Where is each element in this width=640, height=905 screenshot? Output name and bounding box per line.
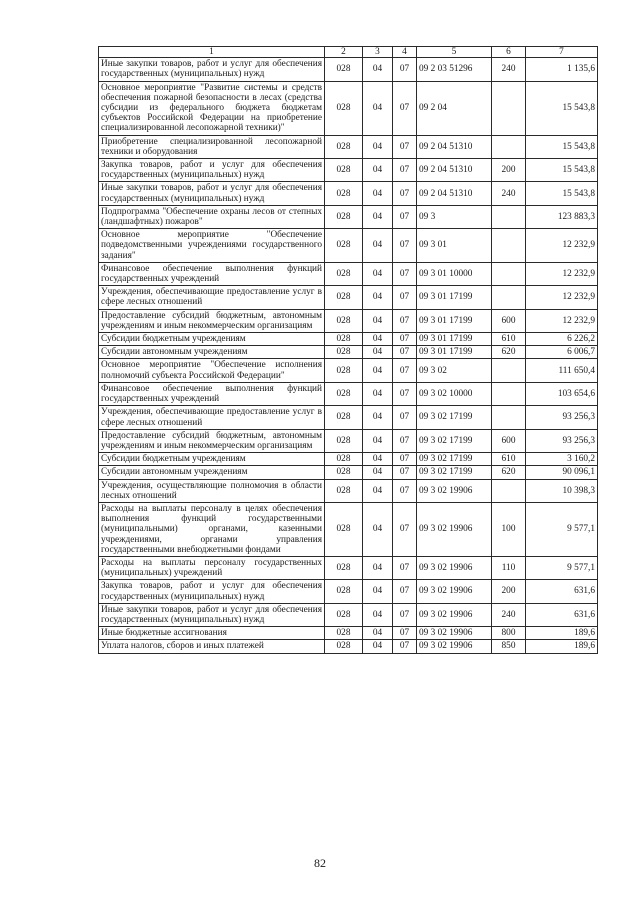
cell-name: Финансовое обеспечение выполнения функций государственных учреждений	[99, 262, 325, 285]
cell-kcsr: 09 3 02 19906	[417, 502, 492, 556]
cell-vr: 028	[325, 135, 363, 158]
cell-amount: 1 135,6	[526, 58, 598, 81]
cell-rz: 04	[363, 406, 393, 429]
cell-amount: 15 543,8	[526, 182, 598, 205]
cell-name: Субсидии автономным учреждениям	[99, 346, 325, 359]
cell-rz: 04	[363, 346, 393, 359]
cell-vr: 028	[325, 346, 363, 359]
cell-vr: 028	[325, 580, 363, 603]
cell-name: Иные бюджетные ассигнования	[99, 627, 325, 640]
cell-kvr: 620	[492, 466, 526, 479]
table-row	[99, 603, 598, 626]
cell-kcsr: 09 2 03 51296	[417, 58, 492, 81]
cell-vr: 028	[325, 286, 363, 309]
header-cell-kvr: 6	[492, 47, 526, 58]
cell-name: Предоставление субсидий бюджетным, автономным учреждениям и иным некоммерческим организациям	[99, 429, 325, 452]
header-cell-amount: 7	[526, 47, 598, 58]
cell-rz: 04	[363, 640, 393, 653]
cell-kvr: 100	[492, 502, 526, 556]
cell-kcsr: 09 3 02 19906	[417, 556, 492, 579]
cell-kcsr: 09 3 01 17199	[417, 333, 492, 346]
cell-vr: 028	[325, 453, 363, 466]
cell-kcsr: 09 3 01 17199	[417, 286, 492, 309]
cell-vr: 028	[325, 205, 363, 228]
table-row	[99, 333, 598, 346]
cell-pr: 07	[393, 135, 417, 158]
cell-pr: 07	[393, 58, 417, 81]
table-row	[99, 580, 598, 603]
cell-kcsr: 09 3 01	[417, 229, 492, 263]
cell-name: Иные закупки товаров, работ и услуг для обеспечения государственных (муниципальных) нужд	[99, 182, 325, 205]
cell-vr: 028	[325, 640, 363, 653]
table-row	[99, 286, 598, 309]
cell-vr: 028	[325, 627, 363, 640]
cell-name: Основное мероприятие "Развитие системы и средств обеспечения пожарной безопасности в лесах (средства субсидии из федерального бюджета бюджетам субъектов Российской Федерации на приобретение специализированной лесопожарной техники)"	[99, 81, 325, 135]
cell-kvr: 620	[492, 346, 526, 359]
cell-kvr	[492, 229, 526, 263]
cell-vr: 028	[325, 333, 363, 346]
cell-kcsr: 09 3 02 17199	[417, 406, 492, 429]
cell-pr: 07	[393, 286, 417, 309]
cell-pr: 07	[393, 580, 417, 603]
cell-vr: 028	[325, 309, 363, 332]
cell-name: Основное мероприятие "Обеспечение подведомственными учреждениями государственного задания"	[99, 229, 325, 263]
cell-amount: 93 256,3	[526, 406, 598, 429]
cell-amount: 111 650,4	[526, 359, 598, 382]
cell-kvr: 110	[492, 556, 526, 579]
cell-kcsr: 09 3 01 17199	[417, 309, 492, 332]
cell-kvr	[492, 286, 526, 309]
cell-amount: 12 232,9	[526, 262, 598, 285]
cell-kcsr: 09 2 04 51310	[417, 182, 492, 205]
cell-kvr	[492, 479, 526, 502]
cell-vr: 028	[325, 81, 363, 135]
table-body	[99, 58, 598, 653]
cell-kcsr: 09 3 02 17199	[417, 466, 492, 479]
cell-rz: 04	[363, 429, 393, 452]
cell-rz: 04	[363, 81, 393, 135]
cell-amount: 6 226,2	[526, 333, 598, 346]
cell-pr: 07	[393, 81, 417, 135]
cell-amount: 93 256,3	[526, 429, 598, 452]
table-row	[99, 479, 598, 502]
header-row	[99, 47, 598, 58]
cell-amount: 15 543,8	[526, 81, 598, 135]
cell-kcsr: 09 3 02 17199	[417, 453, 492, 466]
table-row	[99, 406, 598, 429]
table-row	[99, 627, 598, 640]
table-row	[99, 556, 598, 579]
table-row	[99, 502, 598, 556]
cell-kvr: 240	[492, 58, 526, 81]
cell-kvr	[492, 81, 526, 135]
cell-rz: 04	[363, 502, 393, 556]
cell-kvr: 240	[492, 603, 526, 626]
cell-pr: 07	[393, 229, 417, 263]
header-cell-pr: 4	[393, 47, 417, 58]
cell-rz: 04	[363, 229, 393, 263]
cell-pr: 07	[393, 262, 417, 285]
cell-kcsr: 09 3 01 17199	[417, 346, 492, 359]
cell-rz: 04	[363, 333, 393, 346]
cell-kvr	[492, 262, 526, 285]
cell-kvr: 200	[492, 159, 526, 182]
cell-kvr: 200	[492, 580, 526, 603]
cell-vr: 028	[325, 359, 363, 382]
header-cell-name: 1	[99, 47, 325, 58]
cell-rz: 04	[363, 182, 393, 205]
cell-rz: 04	[363, 627, 393, 640]
header-cell-kcsr: 5	[417, 47, 492, 58]
cell-amount: 6 006,7	[526, 346, 598, 359]
cell-amount: 631,6	[526, 603, 598, 626]
cell-kvr: 240	[492, 182, 526, 205]
cell-pr: 07	[393, 502, 417, 556]
cell-rz: 04	[363, 466, 393, 479]
cell-amount: 15 543,8	[526, 159, 598, 182]
cell-amount: 103 654,6	[526, 382, 598, 405]
cell-kvr: 600	[492, 309, 526, 332]
cell-name: Приобретение специализированной лесопожарной техники и оборудования	[99, 135, 325, 158]
cell-rz: 04	[363, 58, 393, 81]
cell-name: Иные закупки товаров, работ и услуг для обеспечения государственных (муниципальных) нужд	[99, 603, 325, 626]
cell-name: Расходы на выплаты персоналу в целях обеспечения выполнения функций государственными (муниципальными) органами, казенными учреждениями, органами управления государственными внебюджетными фондами	[99, 502, 325, 556]
cell-vr: 028	[325, 382, 363, 405]
cell-name: Финансовое обеспечение выполнения функций государственных учреждений	[99, 382, 325, 405]
cell-pr: 07	[393, 333, 417, 346]
cell-amount: 12 232,9	[526, 309, 598, 332]
cell-vr: 028	[325, 603, 363, 626]
cell-pr: 07	[393, 182, 417, 205]
cell-pr: 07	[393, 159, 417, 182]
cell-kcsr: 09 3 02 19906	[417, 479, 492, 502]
table-row	[99, 262, 598, 285]
cell-amount: 12 232,9	[526, 229, 598, 263]
cell-rz: 04	[363, 453, 393, 466]
cell-vr: 028	[325, 429, 363, 452]
cell-rz: 04	[363, 359, 393, 382]
cell-pr: 07	[393, 359, 417, 382]
cell-amount: 9 577,1	[526, 502, 598, 556]
cell-pr: 07	[393, 603, 417, 626]
cell-kvr: 610	[492, 453, 526, 466]
cell-pr: 07	[393, 382, 417, 405]
cell-rz: 04	[363, 262, 393, 285]
cell-vr: 028	[325, 502, 363, 556]
cell-vr: 028	[325, 182, 363, 205]
cell-kcsr: 09 3	[417, 205, 492, 228]
cell-kcsr: 09 2 04 51310	[417, 135, 492, 158]
header-cell-rz: 3	[363, 47, 393, 58]
table-row	[99, 346, 598, 359]
table-row	[99, 159, 598, 182]
table-row	[99, 466, 598, 479]
cell-kcsr: 09 2 04	[417, 81, 492, 135]
cell-vr: 028	[325, 556, 363, 579]
cell-rz: 04	[363, 479, 393, 502]
table-row	[99, 453, 598, 466]
table-row	[99, 229, 598, 263]
cell-pr: 07	[393, 640, 417, 653]
cell-rz: 04	[363, 556, 393, 579]
cell-name: Иные закупки товаров, работ и услуг для обеспечения государственных (муниципальных) нужд	[99, 58, 325, 81]
cell-kvr: 850	[492, 640, 526, 653]
cell-rz: 04	[363, 309, 393, 332]
cell-name: Подпрограмма "Обеспечение охраны лесов от степных (ландшафтных) пожаров"	[99, 205, 325, 228]
cell-pr: 07	[393, 429, 417, 452]
table-row	[99, 382, 598, 405]
cell-amount: 189,6	[526, 627, 598, 640]
cell-kcsr: 09 3 02	[417, 359, 492, 382]
cell-kcsr: 09 3 02 19906	[417, 603, 492, 626]
cell-kcsr: 09 3 02 10000	[417, 382, 492, 405]
cell-kvr: 800	[492, 627, 526, 640]
table-row	[99, 205, 598, 228]
page-number: 82	[314, 856, 326, 870]
cell-name: Предоставление субсидий бюджетным, автономным учреждениям и иным некоммерческим организациям	[99, 309, 325, 332]
cell-amount: 90 096,1	[526, 466, 598, 479]
cell-name: Субсидии автономным учреждениям	[99, 466, 325, 479]
table-row	[99, 359, 598, 382]
cell-pr: 07	[393, 479, 417, 502]
cell-pr: 07	[393, 406, 417, 429]
cell-amount: 9 577,1	[526, 556, 598, 579]
header-cell-vr: 2	[325, 47, 363, 58]
table-row	[99, 640, 598, 653]
cell-pr: 07	[393, 556, 417, 579]
cell-kcsr: 09 3 02 17199	[417, 429, 492, 452]
cell-kvr	[492, 359, 526, 382]
budget-table	[98, 46, 598, 654]
cell-pr: 07	[393, 309, 417, 332]
cell-kvr	[492, 205, 526, 228]
cell-rz: 04	[363, 286, 393, 309]
table-row	[99, 58, 598, 81]
cell-kcsr: 09 2 04 51310	[417, 159, 492, 182]
cell-vr: 028	[325, 479, 363, 502]
table-row	[99, 182, 598, 205]
cell-pr: 07	[393, 453, 417, 466]
cell-amount: 189,6	[526, 640, 598, 653]
cell-vr: 028	[325, 262, 363, 285]
cell-rz: 04	[363, 382, 393, 405]
cell-vr: 028	[325, 229, 363, 263]
cell-vr: 028	[325, 466, 363, 479]
cell-pr: 07	[393, 627, 417, 640]
cell-kcsr: 09 3 01 10000	[417, 262, 492, 285]
cell-kcsr: 09 3 02 19906	[417, 580, 492, 603]
cell-rz: 04	[363, 135, 393, 158]
cell-amount: 15 543,8	[526, 135, 598, 158]
cell-vr: 028	[325, 406, 363, 429]
table-row	[99, 429, 598, 452]
cell-amount: 3 160,2	[526, 453, 598, 466]
cell-name: Субсидии бюджетным учреждениям	[99, 453, 325, 466]
cell-name: Уплата налогов, сборов и иных платежей	[99, 640, 325, 653]
cell-pr: 07	[393, 346, 417, 359]
cell-name: Закупка товаров, работ и услуг для обеспечения государственных (муниципальных) нужд	[99, 159, 325, 182]
cell-rz: 04	[363, 205, 393, 228]
table-row	[99, 135, 598, 158]
cell-name: Учреждения, осуществляющие полномочия в области лесных отношений	[99, 479, 325, 502]
cell-kcsr: 09 3 02 19906	[417, 640, 492, 653]
cell-amount: 123 883,3	[526, 205, 598, 228]
cell-pr: 07	[393, 205, 417, 228]
cell-kvr: 600	[492, 429, 526, 452]
cell-name: Учреждения, обеспечивающие предоставление услуг в сфере лесных отношений	[99, 286, 325, 309]
cell-kvr	[492, 135, 526, 158]
cell-name: Учреждения, обеспечивающие предоставление услуг в сфере лесных отношений	[99, 406, 325, 429]
cell-kcsr: 09 3 02 19906	[417, 627, 492, 640]
cell-amount: 10 398,3	[526, 479, 598, 502]
table-row	[99, 309, 598, 332]
cell-pr: 07	[393, 466, 417, 479]
cell-name: Субсидии бюджетным учреждениям	[99, 333, 325, 346]
cell-vr: 028	[325, 58, 363, 81]
cell-kvr	[492, 406, 526, 429]
cell-rz: 04	[363, 580, 393, 603]
cell-kvr	[492, 382, 526, 405]
cell-vr: 028	[325, 159, 363, 182]
cell-name: Основное мероприятие "Обеспечение исполнения полномочий субъекта Российской Федерации"	[99, 359, 325, 382]
cell-rz: 04	[363, 159, 393, 182]
cell-amount: 12 232,9	[526, 286, 598, 309]
cell-kvr: 610	[492, 333, 526, 346]
cell-rz: 04	[363, 603, 393, 626]
cell-amount: 631,6	[526, 580, 598, 603]
cell-name: Закупка товаров, работ и услуг для обеспечения государственных (муниципальных) нужд	[99, 580, 325, 603]
table-row	[99, 81, 598, 135]
cell-name: Расходы на выплаты персоналу государственных (муниципальных) учреждений	[99, 556, 325, 579]
